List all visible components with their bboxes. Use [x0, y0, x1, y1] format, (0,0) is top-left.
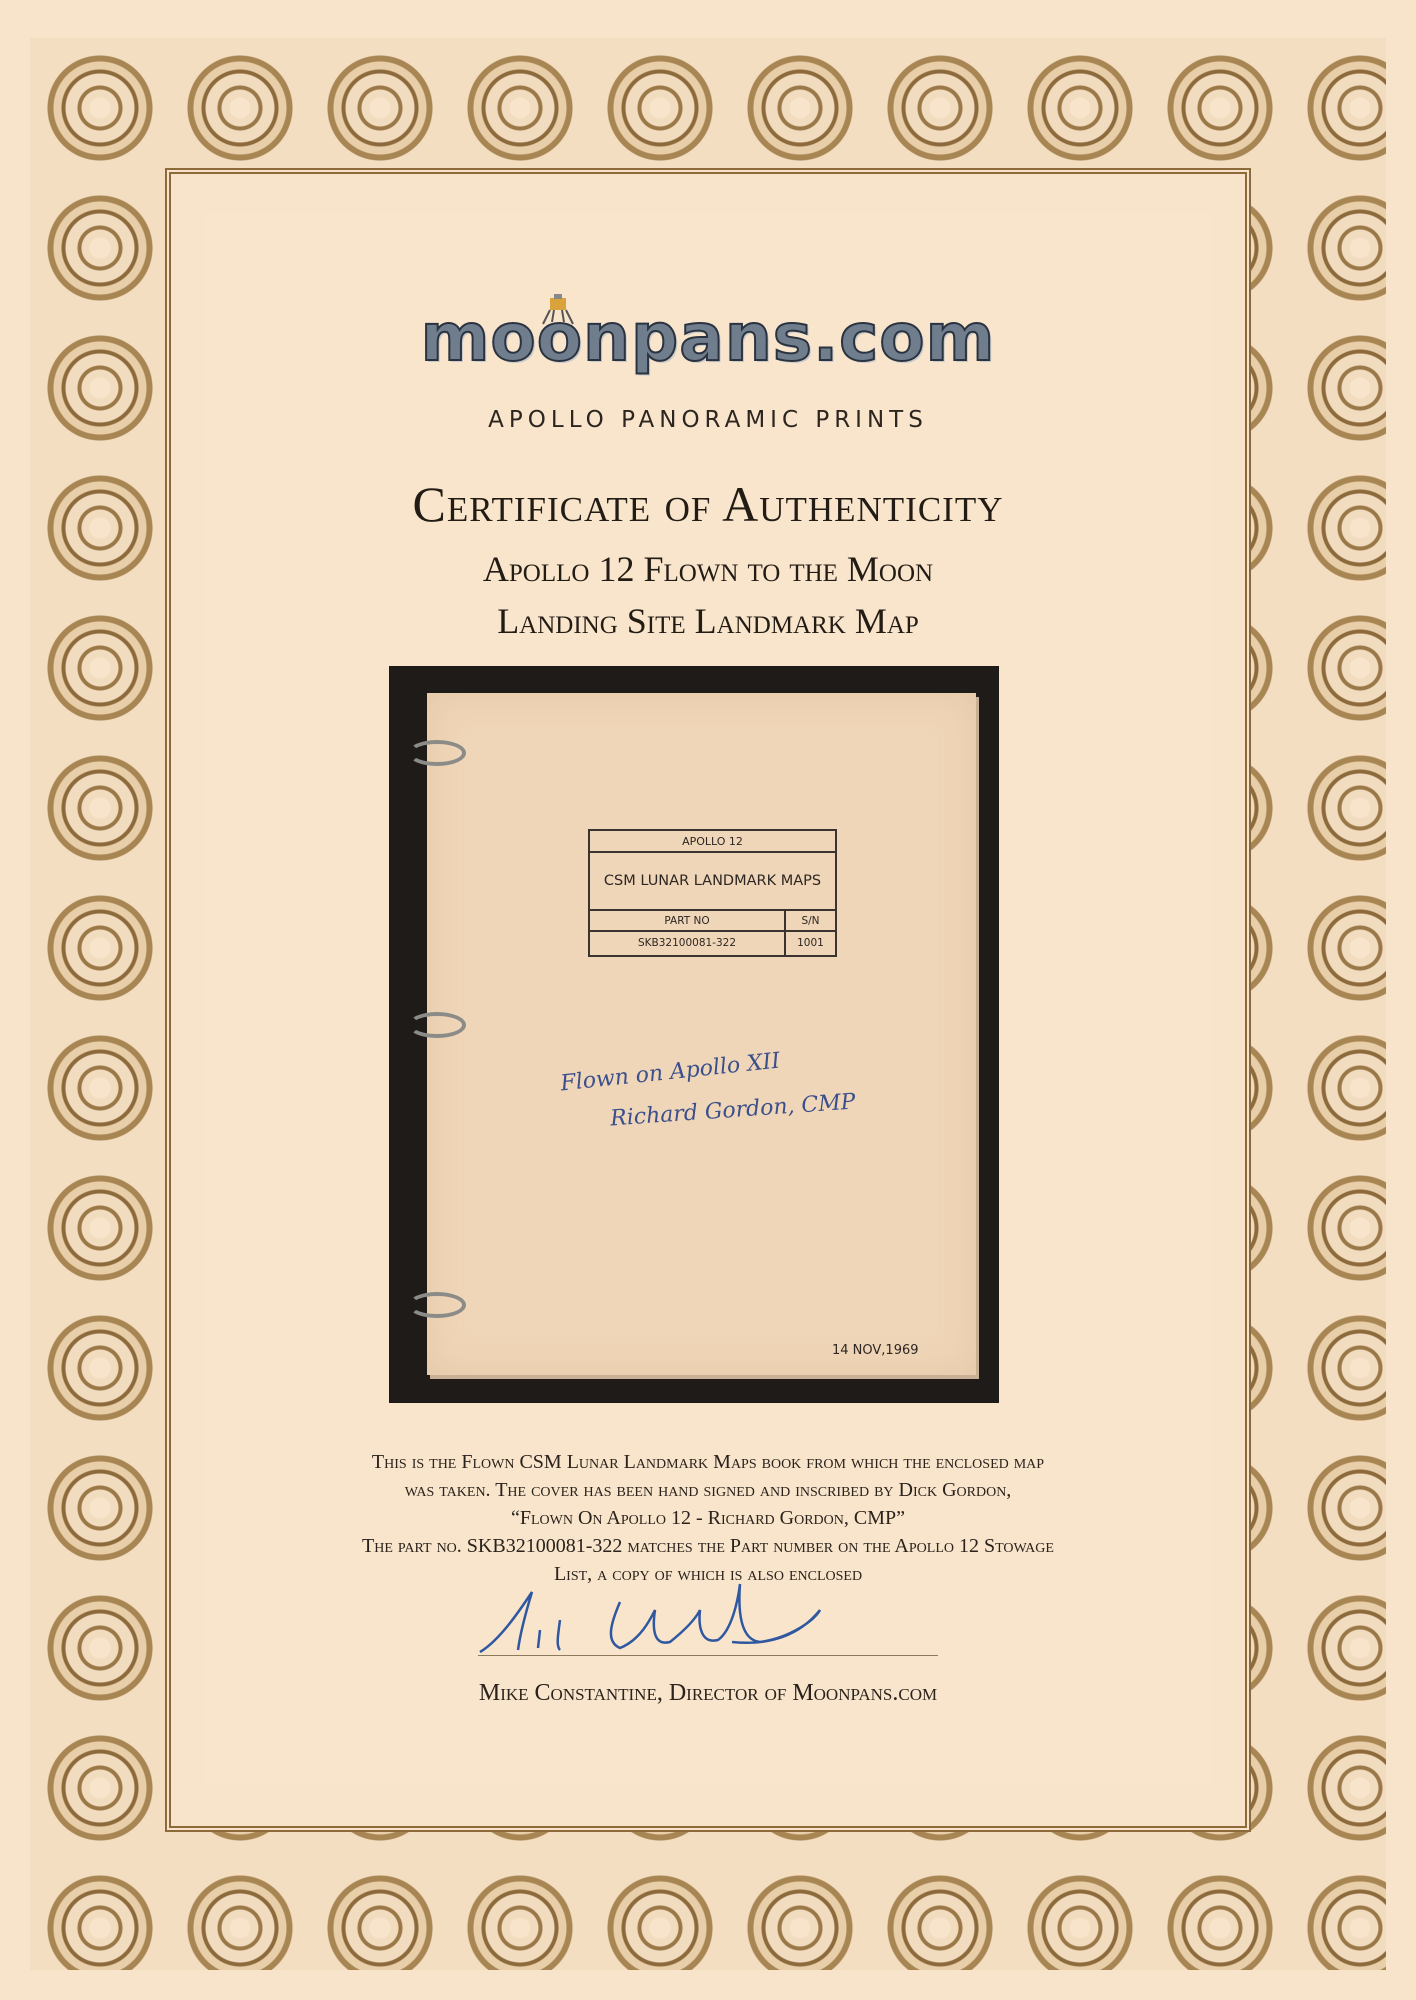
description: [0, 1448, 1416, 1588]
label-title: CSM LUNAR LANDMARK MAPS: [603, 873, 822, 889]
inscription-signature: Richard Gordon, CMP: [609, 1089, 857, 1132]
label-sn: 1001: [797, 937, 824, 949]
inscription: Flown on Apollo XII: [559, 1048, 782, 1097]
description-line: List, a copy of which is also enclosed: [553, 1563, 863, 1585]
label-part-no: SKB32100081-322: [590, 932, 786, 955]
signatory-name: Mike Constantine, Director of Moonpans.com: [478, 1680, 938, 1706]
tagline: APOLLO PANORAMIC PRINTS: [488, 407, 928, 433]
cover-date: 14 NOV,1969: [832, 1343, 919, 1358]
label-sn-header: S/N: [786, 909, 835, 932]
binder-ring: [408, 1012, 466, 1038]
description-line: This is the Flown CSM Lunar Landmark Maps book from which the enclosed map: [371, 1451, 1045, 1473]
certificate-title: Certificate of Authenticity: [412, 476, 1004, 532]
description-line: “Flown On Apollo 12 - Richard Gordon, CMP”: [510, 1507, 905, 1529]
description-line: was taken. The cover has been hand signed and inscribed by Dick Gordon,: [404, 1479, 1012, 1501]
logo-text: moonpans.com: [420, 299, 996, 376]
cover-label: [588, 829, 837, 957]
description-line: The part no. SKB32100081-322 matches the Part number on the Apollo 12 Stowage: [362, 1535, 1054, 1557]
book-cover: [427, 693, 976, 1375]
signature-line: [478, 1655, 938, 1656]
label-part-no-header: PART NO: [590, 909, 786, 932]
subtitle-line: Apollo 12 Flown to the Moon: [482, 549, 934, 589]
logo: [0, 293, 1416, 383]
binder-ring: [408, 740, 466, 766]
label-mission: APOLLO 12: [590, 831, 835, 853]
subtitle-line: Landing Site Landmark Map: [497, 601, 919, 641]
handwritten-signature: [470, 1580, 850, 1660]
binder-ring: [408, 1292, 466, 1318]
